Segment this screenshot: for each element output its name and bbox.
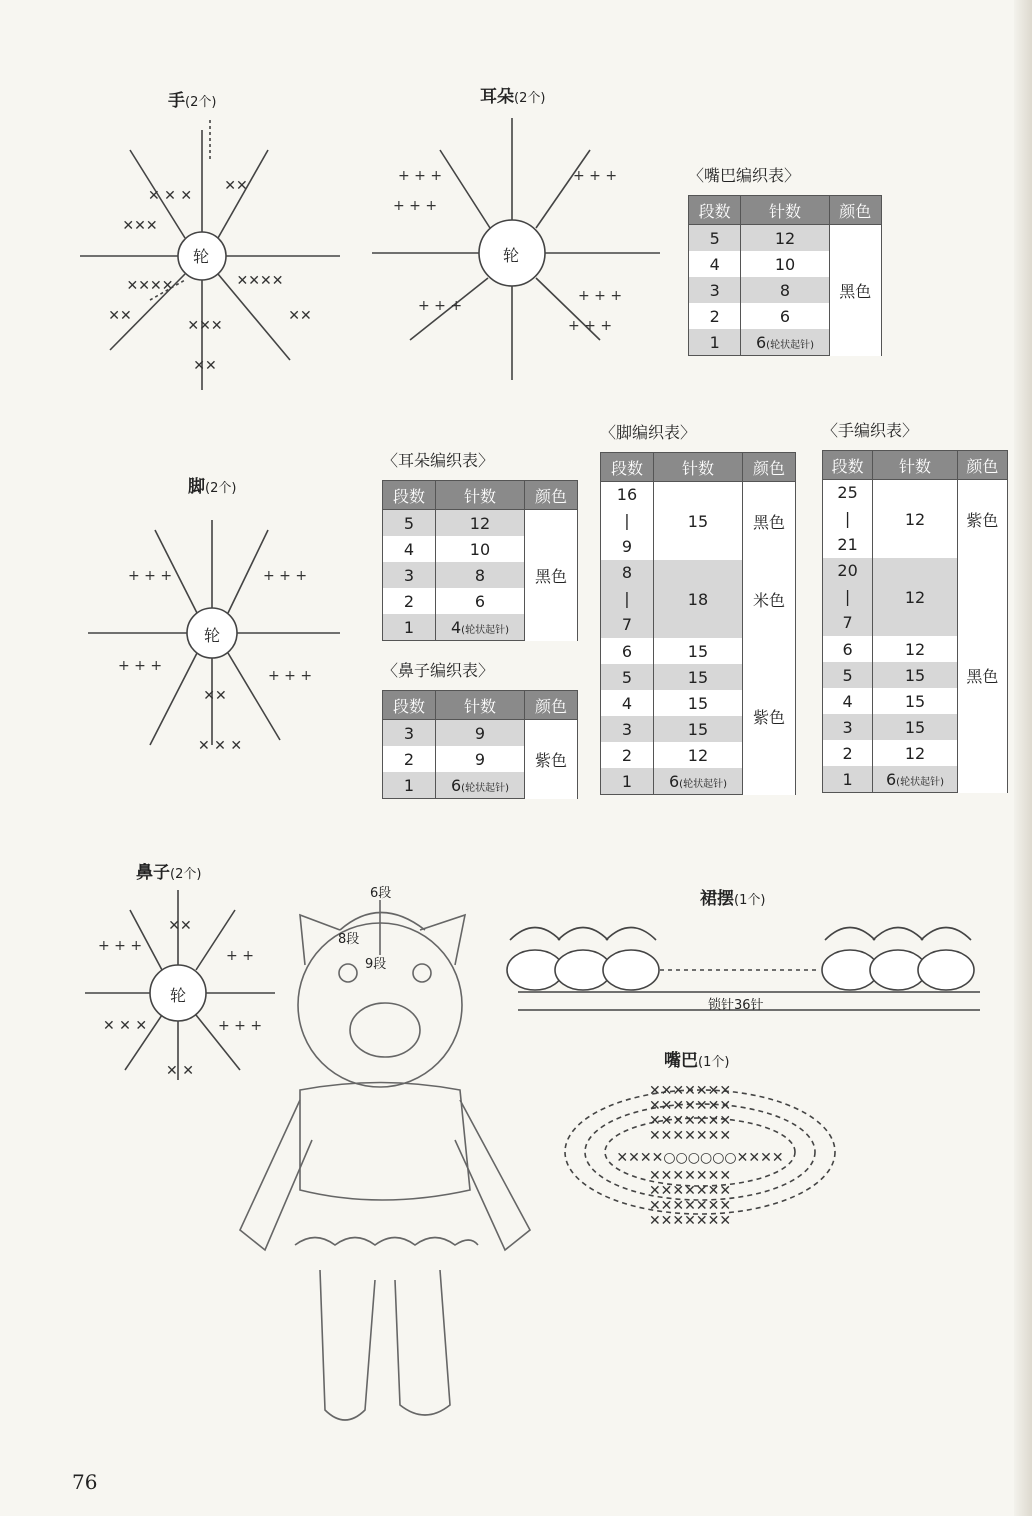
svg-text:+ + +: + + + (567, 318, 613, 334)
svg-text:✕ ✕: ✕ ✕ (166, 1063, 194, 1079)
svg-text:✕✕✕✕✕✕✕: ✕✕✕✕✕✕✕ (648, 1183, 732, 1199)
ear-table: 段数 针数 颜色 5 12 黑色 4 10 3 8 2 6 1 4(轮状起针) (382, 480, 578, 641)
svg-text:+ + +: + + + (572, 168, 618, 184)
svg-text:✕ ✕ ✕: ✕ ✕ ✕ (197, 738, 243, 754)
svg-text:+ + +: + + + (217, 1018, 263, 1034)
hand-label: 手(2个) (168, 91, 217, 111)
svg-text:✕✕✕✕✕✕✕: ✕✕✕✕✕✕✕ (648, 1213, 732, 1229)
foot-table: 段数 针数 颜色 16 | 9 15 黑色 8 | 7 18 米色 6 15 紫色 5 15 4 15 3 15 2 12 1 6(轮状起针) (600, 452, 796, 795)
hand-ring-label: 轮 (193, 247, 210, 266)
svg-text:+ + +: + + + (577, 288, 623, 304)
page-edge (1014, 0, 1032, 1516)
nose-table-title: 〈鼻子编织表〉 (382, 661, 495, 680)
svg-text:+ + +: + + + (127, 568, 173, 584)
bear-outline (240, 900, 530, 1420)
hand-diagram (80, 120, 340, 390)
hand-table: 段数 针数 颜色 25 | 21 12 紫色 20 | 7 12 黑色 6 12 5 15 4 15 3 15 2 12 1 6(轮状起针) (822, 450, 1008, 793)
ear-label: 耳朵(2个) (480, 87, 546, 107)
svg-text:✕✕✕✕○○○○○○✕✕✕✕: ✕✕✕✕○○○○○○✕✕✕✕ (616, 1150, 784, 1166)
page-number: 76 (72, 1470, 98, 1494)
mouth-label: 嘴巴(1个) (664, 1051, 730, 1071)
svg-text:✕✕✕✕: ✕✕✕✕ (236, 273, 284, 289)
foot-label: 脚(2个) (188, 477, 237, 497)
svg-text:✕✕✕✕✕✕✕: ✕✕✕✕✕✕✕ (648, 1128, 732, 1144)
svg-text:✕✕✕✕✕✕✕: ✕✕✕✕✕✕✕ (648, 1168, 732, 1184)
segment-8-label: 8段 (338, 932, 360, 947)
svg-text:✕✕✕: ✕✕✕ (122, 218, 158, 234)
svg-text:✕✕: ✕✕ (288, 308, 312, 324)
foot-ring-label: 轮 (204, 626, 221, 645)
mouth-table: 段数 针数 颜色 5 12 黑色 4 10 3 8 2 6 1 6(轮状起针) (688, 195, 882, 356)
svg-text:✕✕✕✕: ✕✕✕✕ (126, 278, 174, 294)
ear-table-title: 〈耳朵编织表〉 (382, 451, 495, 470)
svg-text:✕✕✕: ✕✕✕ (187, 318, 223, 334)
svg-text:✕✕✕✕✕✕✕: ✕✕✕✕✕✕✕ (648, 1098, 732, 1114)
svg-text:+ + +: + + + (97, 938, 143, 954)
nose-table: 段数 针数 颜色 3 9 紫色 2 9 1 6(轮状起针) (382, 690, 578, 799)
svg-text:✕✕: ✕✕ (193, 358, 217, 374)
svg-text:✕✕: ✕✕ (108, 308, 132, 324)
svg-text:✕✕: ✕✕ (203, 688, 227, 704)
svg-text:✕✕: ✕✕ (224, 178, 248, 194)
svg-text:✕✕✕✕✕✕✕: ✕✕✕✕✕✕✕ (648, 1083, 732, 1099)
svg-text:✕✕: ✕✕ (168, 918, 192, 934)
ear-ring-label: 轮 (503, 246, 520, 265)
nose-ring-label: 轮 (170, 986, 187, 1005)
svg-text:✕ ✕ ✕: ✕ ✕ ✕ (102, 1018, 148, 1034)
svg-text:+ + +: + + + (392, 198, 438, 214)
svg-text:+ + +: + + + (267, 668, 313, 684)
svg-text:✕✕✕✕✕✕✕: ✕✕✕✕✕✕✕ (648, 1198, 732, 1214)
svg-text:+ +: + + (226, 948, 254, 964)
svg-text:✕✕✕✕✕✕✕: ✕✕✕✕✕✕✕ (648, 1113, 732, 1129)
mouth-table-title: 〈嘴巴编织表〉 (688, 166, 801, 185)
hand-table-title: 〈手编织表〉 (822, 421, 919, 440)
svg-text:+ + +: + + + (262, 568, 308, 584)
segment-6-label: 6段 (370, 886, 392, 901)
svg-text:✕ ✕ ✕: ✕ ✕ ✕ (147, 188, 193, 204)
skirt-label: 裙摆(1个) (700, 889, 766, 909)
foot-table-title: 〈脚编织表〉 (600, 423, 697, 442)
nose-label: 鼻子(2个) (136, 863, 202, 883)
segment-9-label: 9段 (365, 957, 387, 972)
svg-text:+ + +: + + + (397, 168, 443, 184)
svg-text:+ + +: + + + (117, 658, 163, 674)
chain-count-label: 锁针36针 (708, 998, 764, 1013)
svg-text:+ + +: + + + (417, 298, 463, 314)
